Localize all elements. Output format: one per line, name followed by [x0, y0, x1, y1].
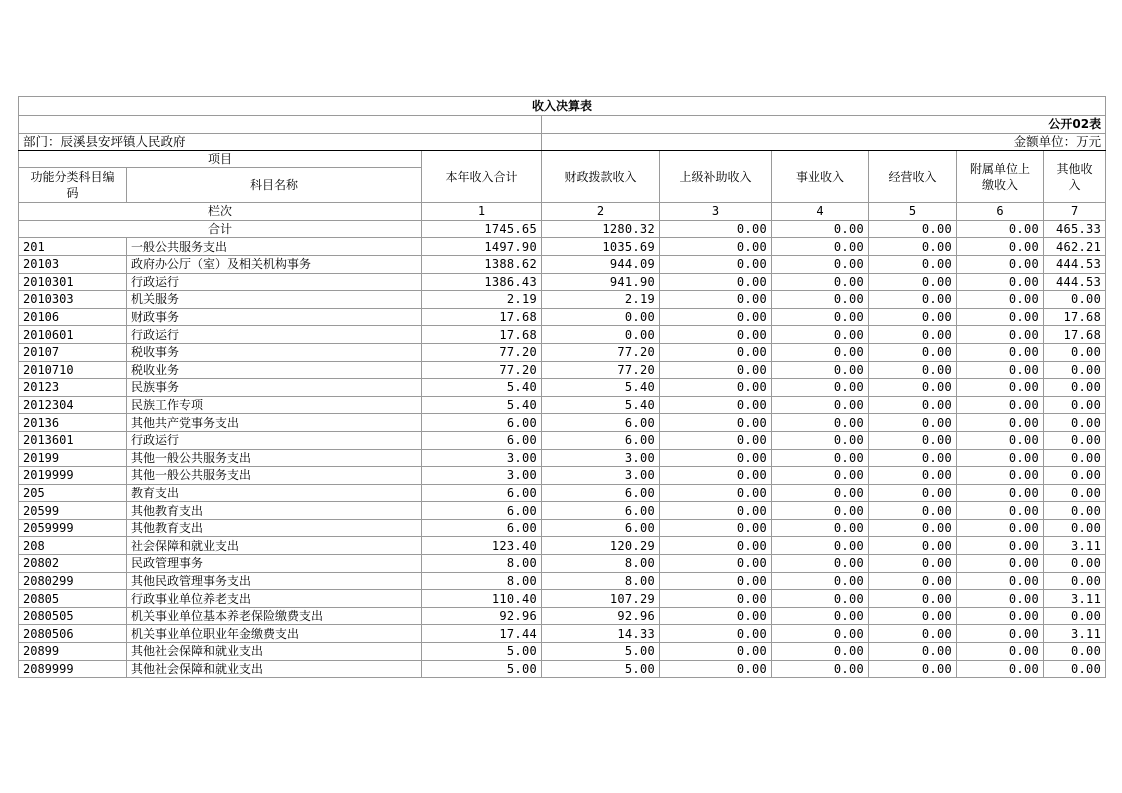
subject-code: 2010710	[19, 361, 127, 379]
amount-cell: 0.00	[772, 291, 869, 309]
column-row-label: 栏次	[19, 203, 422, 221]
amount-cell: 77.20	[542, 361, 660, 379]
amount-cell: 120.29	[542, 537, 660, 555]
amount-cell: 0.00	[957, 326, 1044, 344]
amount-cell: 0.00	[869, 643, 957, 661]
table-row	[19, 255, 1106, 273]
amount-cell: 944.09	[542, 255, 660, 273]
table-row	[19, 519, 1106, 537]
amount-cell: 3.11	[1044, 537, 1106, 555]
amount-cell: 0.00	[542, 308, 660, 326]
subject-name: 教育支出	[127, 484, 422, 502]
amount-cell: 0.00	[660, 396, 772, 414]
amount-cell: 0.00	[869, 502, 957, 520]
amount-cell: 0.00	[869, 625, 957, 643]
amount-cell: 0.00	[1044, 414, 1106, 432]
amount-cell: 0.00	[869, 308, 957, 326]
subject-code: 20899	[19, 643, 127, 661]
amount-cell: 0.00	[660, 291, 772, 309]
subject-name: 民政管理事务	[127, 555, 422, 573]
amount-cell: 0.00	[772, 379, 869, 397]
amount-cell: 0.00	[869, 519, 957, 537]
table-row	[19, 484, 1106, 502]
amount-cell: 110.40	[422, 590, 542, 608]
amount-cell: 444.53	[1044, 273, 1106, 291]
amount-cell: 0.00	[957, 555, 1044, 573]
amount-cell: 0.00	[772, 519, 869, 537]
amount-cell: 0.00	[869, 467, 957, 485]
amount-cell: 0.00	[772, 502, 869, 520]
amount-cell: 0.00	[869, 379, 957, 397]
amount-cell: 0.00	[772, 537, 869, 555]
subject-name: 政府办公厅（室）及相关机构事务	[127, 255, 422, 273]
amount-cell: 77.20	[422, 343, 542, 361]
subject-name: 社会保障和就业支出	[127, 537, 422, 555]
amount-cell: 5.40	[422, 379, 542, 397]
amount-cell: 5.00	[542, 643, 660, 661]
amount-cell: 0.00	[772, 431, 869, 449]
amount-cell: 0.00	[957, 590, 1044, 608]
amount-cell: 0.00	[660, 308, 772, 326]
amount-cell: 0.00	[957, 379, 1044, 397]
income-final-accounts-sheet	[18, 96, 1105, 678]
subject-name: 机关事业单位基本养老保险缴费支出	[127, 607, 422, 625]
amount-cell: 0.00	[1044, 431, 1106, 449]
amount-cell: 0.00	[869, 590, 957, 608]
amount-cell: 0.00	[1044, 291, 1106, 309]
table-row	[19, 326, 1106, 344]
amount-cell: 0.00	[660, 607, 772, 625]
amount-cell: 0.00	[660, 467, 772, 485]
amount-cell: 3.00	[542, 467, 660, 485]
header-item: 项目	[19, 151, 422, 168]
amount-cell: 6.00	[422, 431, 542, 449]
amount-cell: 3.00	[422, 467, 542, 485]
subject-code: 201	[19, 238, 127, 256]
subject-code: 2010303	[19, 291, 127, 309]
amount-cell: 0.00	[660, 343, 772, 361]
amount-cell: 123.40	[422, 537, 542, 555]
amount-cell: 0.00	[957, 484, 1044, 502]
amount-cell: 0.00	[869, 238, 957, 256]
amount-cell: 0.00	[1044, 502, 1106, 520]
subject-name: 机关事业单位职业年金缴费支出	[127, 625, 422, 643]
amount-cell: 8.00	[542, 555, 660, 573]
subject-code: 20123	[19, 379, 127, 397]
total-cell: 0.00	[869, 220, 957, 238]
table-row	[19, 414, 1106, 432]
subject-code: 208	[19, 537, 127, 555]
blank-cell	[19, 116, 542, 134]
table-row	[19, 379, 1106, 397]
amount-cell: 0.00	[1044, 572, 1106, 590]
amount-cell: 2.19	[542, 291, 660, 309]
amount-cell: 0.00	[957, 431, 1044, 449]
amount-cell: 5.40	[542, 379, 660, 397]
amount-cell: 0.00	[869, 291, 957, 309]
department-label: 部门：辰溪县安坪镇人民政府	[19, 133, 542, 151]
amount-cell: 5.00	[422, 660, 542, 678]
amount-cell: 0.00	[957, 291, 1044, 309]
amount-cell: 0.00	[1044, 449, 1106, 467]
amount-cell: 0.00	[957, 255, 1044, 273]
amount-cell: 0.00	[957, 660, 1044, 678]
amount-cell: 0.00	[869, 326, 957, 344]
amount-cell: 0.00	[957, 607, 1044, 625]
amount-cell: 0.00	[660, 625, 772, 643]
amount-cell: 0.00	[869, 449, 957, 467]
amount-cell: 0.00	[660, 449, 772, 467]
header-name: 科目名称	[127, 168, 422, 203]
amount-cell: 0.00	[957, 625, 1044, 643]
column-num: 7	[1044, 203, 1106, 221]
amount-cell: 0.00	[1044, 555, 1106, 573]
total-row-label: 合计	[19, 220, 422, 238]
amount-cell: 0.00	[869, 273, 957, 291]
amount-cell: 0.00	[957, 449, 1044, 467]
amount-cell: 3.11	[1044, 625, 1106, 643]
amount-cell: 92.96	[422, 607, 542, 625]
amount-cell: 6.00	[422, 484, 542, 502]
amount-cell: 0.00	[957, 467, 1044, 485]
amount-cell: 0.00	[660, 502, 772, 520]
amount-cell: 5.40	[542, 396, 660, 414]
header-fiscal: 财政拨款收入	[542, 151, 660, 203]
subject-code: 20805	[19, 590, 127, 608]
subject-name: 其他民政管理事务支出	[127, 572, 422, 590]
subject-name: 民族事务	[127, 379, 422, 397]
table-row	[19, 449, 1106, 467]
amount-cell: 0.00	[1044, 361, 1106, 379]
subject-name: 其他教育支出	[127, 502, 422, 520]
amount-cell: 0.00	[772, 361, 869, 379]
amount-cell: 1497.90	[422, 238, 542, 256]
subject-name: 行政事业单位养老支出	[127, 590, 422, 608]
subject-code: 2010601	[19, 326, 127, 344]
amount-cell: 0.00	[660, 643, 772, 661]
amount-cell: 0.00	[660, 484, 772, 502]
amount-cell: 17.68	[422, 326, 542, 344]
subject-code: 20106	[19, 308, 127, 326]
unit-label: 金额单位：万元	[542, 133, 1106, 151]
amount-cell: 0.00	[772, 308, 869, 326]
column-num: 2	[542, 203, 660, 221]
column-num: 1	[422, 203, 542, 221]
amount-cell: 5.40	[422, 396, 542, 414]
amount-cell: 5.00	[542, 660, 660, 678]
table-row	[19, 343, 1106, 361]
subject-name: 其他共产党事务支出	[127, 414, 422, 432]
amount-cell: 2.19	[422, 291, 542, 309]
amount-cell: 0.00	[1044, 660, 1106, 678]
table-row	[19, 555, 1106, 573]
amount-cell: 0.00	[772, 449, 869, 467]
amount-cell: 0.00	[957, 273, 1044, 291]
amount-cell: 0.00	[869, 660, 957, 678]
table-row	[19, 502, 1106, 520]
amount-cell: 0.00	[660, 414, 772, 432]
amount-cell: 0.00	[957, 396, 1044, 414]
amount-cell: 0.00	[869, 396, 957, 414]
subject-name: 其他一般公共服务支出	[127, 467, 422, 485]
amount-cell: 17.68	[1044, 326, 1106, 344]
header-operating: 经营收入	[869, 151, 957, 203]
amount-cell: 0.00	[772, 555, 869, 573]
amount-cell: 0.00	[869, 255, 957, 273]
table-row	[19, 590, 1106, 608]
subject-code: 20599	[19, 502, 127, 520]
table-row	[19, 625, 1106, 643]
subject-code: 2089999	[19, 660, 127, 678]
table-row	[19, 396, 1106, 414]
table-row	[19, 537, 1106, 555]
total-cell: 0.00	[957, 220, 1044, 238]
amount-cell: 0.00	[869, 555, 957, 573]
subject-code: 20136	[19, 414, 127, 432]
subject-name: 行政运行	[127, 431, 422, 449]
total-cell: 0.00	[660, 220, 772, 238]
amount-cell: 0.00	[869, 361, 957, 379]
amount-cell: 107.29	[542, 590, 660, 608]
amount-cell: 3.11	[1044, 590, 1106, 608]
amount-cell: 3.00	[422, 449, 542, 467]
amount-cell: 0.00	[869, 537, 957, 555]
amount-cell: 0.00	[660, 431, 772, 449]
amount-cell: 0.00	[957, 414, 1044, 432]
total-cell: 1280.32	[542, 220, 660, 238]
amount-cell: 1386.43	[422, 273, 542, 291]
amount-cell: 0.00	[1044, 379, 1106, 397]
amount-cell: 0.00	[1044, 607, 1106, 625]
amount-cell: 0.00	[772, 590, 869, 608]
subject-name: 其他社会保障和就业支出	[127, 660, 422, 678]
amount-cell: 6.00	[422, 414, 542, 432]
amount-cell: 0.00	[772, 414, 869, 432]
amount-cell: 0.00	[660, 537, 772, 555]
amount-cell: 0.00	[772, 396, 869, 414]
amount-cell: 0.00	[660, 590, 772, 608]
amount-cell: 0.00	[772, 607, 869, 625]
header-other: 其他收入	[1044, 151, 1106, 203]
amount-cell: 0.00	[772, 484, 869, 502]
subject-code: 2080505	[19, 607, 127, 625]
amount-cell: 0.00	[957, 308, 1044, 326]
amount-cell: 0.00	[957, 537, 1044, 555]
subject-code: 20802	[19, 555, 127, 573]
amount-cell: 0.00	[957, 643, 1044, 661]
amount-cell: 6.00	[422, 502, 542, 520]
amount-cell: 0.00	[869, 414, 957, 432]
amount-cell: 6.00	[542, 431, 660, 449]
amount-cell: 5.00	[422, 643, 542, 661]
amount-cell: 0.00	[869, 484, 957, 502]
subject-code: 20107	[19, 343, 127, 361]
amount-cell: 0.00	[772, 326, 869, 344]
amount-cell: 77.20	[422, 361, 542, 379]
subject-code: 2013601	[19, 431, 127, 449]
header-business: 事业收入	[772, 151, 869, 203]
subject-name: 其他一般公共服务支出	[127, 449, 422, 467]
subject-name: 财政事务	[127, 308, 422, 326]
amount-cell: 1035.69	[542, 238, 660, 256]
column-num: 5	[869, 203, 957, 221]
subject-name: 税收业务	[127, 361, 422, 379]
amount-cell: 6.00	[542, 414, 660, 432]
amount-cell: 941.90	[542, 273, 660, 291]
table-row	[19, 238, 1106, 256]
income-table	[18, 96, 1106, 678]
amount-cell: 0.00	[1044, 643, 1106, 661]
amount-cell: 0.00	[660, 572, 772, 590]
amount-cell: 0.00	[772, 660, 869, 678]
subject-code: 2059999	[19, 519, 127, 537]
amount-cell: 0.00	[542, 326, 660, 344]
subject-code: 20199	[19, 449, 127, 467]
amount-cell: 17.44	[422, 625, 542, 643]
amount-cell: 0.00	[660, 379, 772, 397]
subject-code: 2012304	[19, 396, 127, 414]
subject-name: 机关服务	[127, 291, 422, 309]
header-affiliated: 附属单位上缴收入	[957, 151, 1044, 203]
amount-cell: 6.00	[542, 519, 660, 537]
table-row	[19, 431, 1106, 449]
amount-cell: 17.68	[422, 308, 542, 326]
amount-cell: 0.00	[772, 625, 869, 643]
amount-cell: 0.00	[772, 255, 869, 273]
amount-cell: 77.20	[542, 343, 660, 361]
header-superior: 上级补助收入	[660, 151, 772, 203]
subject-code: 2019999	[19, 467, 127, 485]
amount-cell: 444.53	[1044, 255, 1106, 273]
amount-cell: 0.00	[957, 519, 1044, 537]
column-num: 6	[957, 203, 1044, 221]
subject-name: 民族工作专项	[127, 396, 422, 414]
table-row	[19, 643, 1106, 661]
table-row	[19, 361, 1106, 379]
subject-code: 2080506	[19, 625, 127, 643]
amount-cell: 0.00	[660, 273, 772, 291]
amount-cell: 0.00	[772, 273, 869, 291]
header-code: 功能分类科目编码	[19, 168, 127, 203]
amount-cell: 0.00	[869, 343, 957, 361]
amount-cell: 0.00	[1044, 519, 1106, 537]
amount-cell: 0.00	[660, 555, 772, 573]
amount-cell: 0.00	[1044, 396, 1106, 414]
table-row	[19, 308, 1106, 326]
amount-cell: 0.00	[772, 467, 869, 485]
table-row	[19, 660, 1106, 678]
table-row	[19, 467, 1106, 485]
amount-cell: 17.68	[1044, 308, 1106, 326]
amount-cell: 0.00	[772, 238, 869, 256]
form-code: 公开02表	[542, 116, 1106, 134]
amount-cell: 0.00	[772, 343, 869, 361]
subject-name: 行政运行	[127, 273, 422, 291]
column-num: 4	[772, 203, 869, 221]
subject-code: 2080299	[19, 572, 127, 590]
amount-cell: 0.00	[869, 607, 957, 625]
amount-cell: 0.00	[660, 519, 772, 537]
amount-cell: 0.00	[957, 361, 1044, 379]
table-title: 收入决算表	[19, 97, 1106, 116]
total-cell: 0.00	[772, 220, 869, 238]
amount-cell: 0.00	[660, 660, 772, 678]
amount-cell: 8.00	[422, 572, 542, 590]
column-num: 3	[660, 203, 772, 221]
amount-cell: 1388.62	[422, 255, 542, 273]
subject-name: 其他社会保障和就业支出	[127, 643, 422, 661]
amount-cell: 462.21	[1044, 238, 1106, 256]
amount-cell: 0.00	[660, 238, 772, 256]
subject-name: 税收事务	[127, 343, 422, 361]
total-cell: 465.33	[1044, 220, 1106, 238]
subject-code: 20103	[19, 255, 127, 273]
table-row	[19, 572, 1106, 590]
amount-cell: 6.00	[542, 484, 660, 502]
amount-cell: 0.00	[869, 431, 957, 449]
amount-cell: 0.00	[660, 255, 772, 273]
table-row	[19, 291, 1106, 309]
amount-cell: 3.00	[542, 449, 660, 467]
amount-cell: 0.00	[772, 572, 869, 590]
table-row	[19, 273, 1106, 291]
amount-cell: 0.00	[869, 572, 957, 590]
header-total: 本年收入合计	[422, 151, 542, 203]
subject-name: 行政运行	[127, 326, 422, 344]
amount-cell: 0.00	[957, 343, 1044, 361]
amount-cell: 8.00	[422, 555, 542, 573]
subject-code: 205	[19, 484, 127, 502]
total-cell: 1745.65	[422, 220, 542, 238]
amount-cell: 0.00	[1044, 467, 1106, 485]
amount-cell: 14.33	[542, 625, 660, 643]
amount-cell: 0.00	[957, 502, 1044, 520]
amount-cell: 0.00	[1044, 343, 1106, 361]
amount-cell: 0.00	[660, 326, 772, 344]
amount-cell: 0.00	[957, 572, 1044, 590]
subject-name: 一般公共服务支出	[127, 238, 422, 256]
table-row	[19, 607, 1106, 625]
subject-name: 其他教育支出	[127, 519, 422, 537]
amount-cell: 0.00	[660, 361, 772, 379]
amount-cell: 6.00	[542, 502, 660, 520]
amount-cell: 0.00	[1044, 484, 1106, 502]
subject-code: 2010301	[19, 273, 127, 291]
amount-cell: 6.00	[422, 519, 542, 537]
amount-cell: 8.00	[542, 572, 660, 590]
amount-cell: 0.00	[957, 238, 1044, 256]
amount-cell: 92.96	[542, 607, 660, 625]
amount-cell: 0.00	[772, 643, 869, 661]
